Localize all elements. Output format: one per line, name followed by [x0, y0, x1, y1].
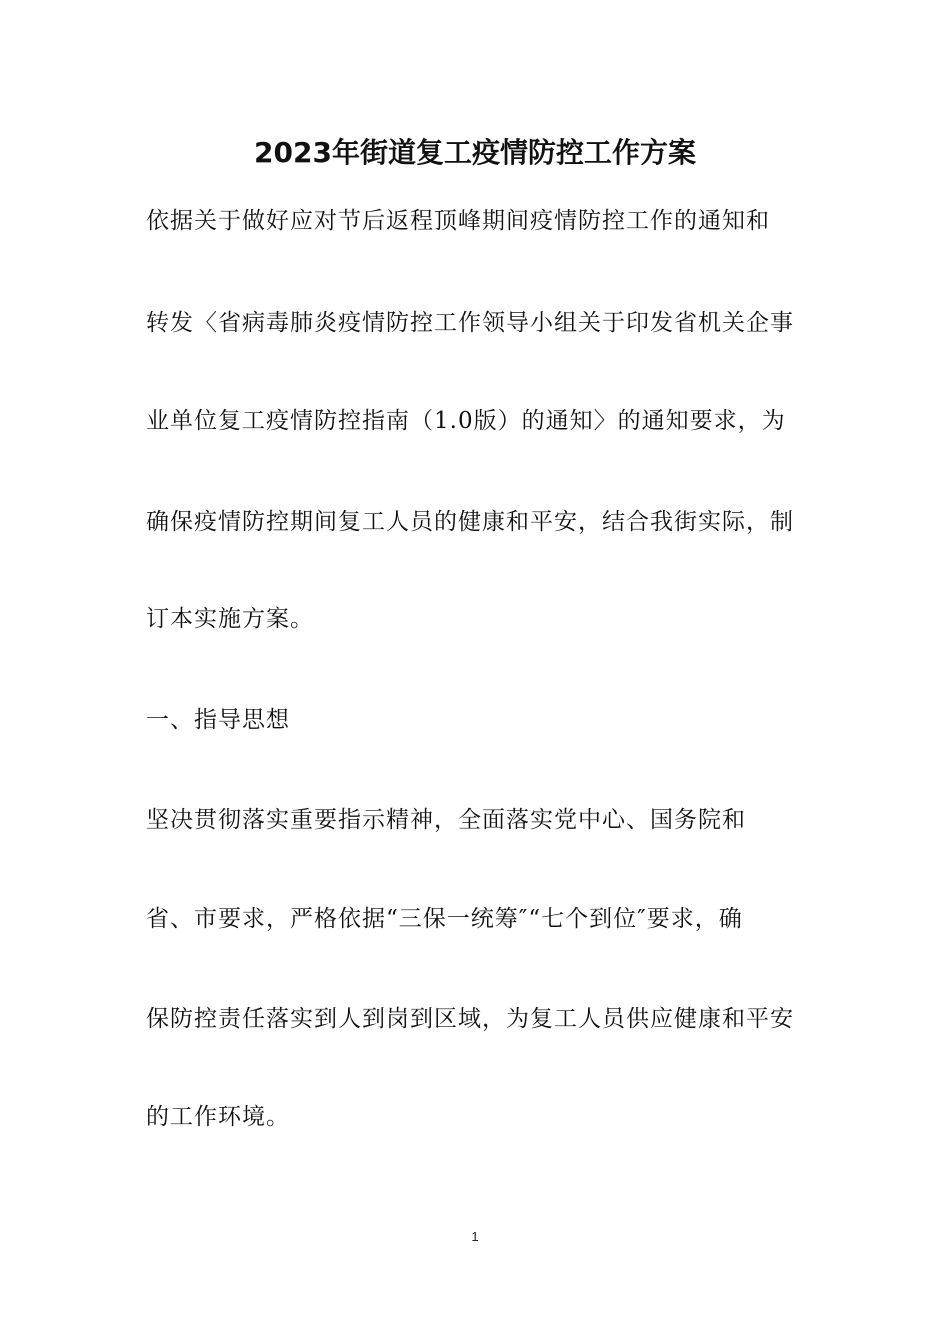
paragraph-2-line-3: 保防控责任落实到人到岗到区域，为复工人员供应健康和平安	[146, 1006, 794, 1032]
paragraph-1-line-2: 转发〈省病毒肺炎疫情防控工作领导小组关于印发省机关企事	[146, 310, 794, 336]
paragraph-1-line-5: 订本实施方案。	[146, 606, 314, 632]
document-title: 2023年街道复工疫情防控工作方案	[254, 136, 696, 169]
paragraph-1-line-3: 业单位复工疫情防控指南（1.0版）的通知〉的通知要求，为	[146, 408, 786, 434]
paragraph-2-line-2: 省、市要求，严格依据“三保一统筹″“七个到位″要求，确	[146, 906, 743, 932]
section-heading-guiding-ideology: 一、指导思想	[146, 707, 290, 733]
paragraph-1-line-1: 依据关于做好应对节后返程顶峰期间疫情防控工作的通知和	[146, 208, 770, 234]
paragraph-1-line-4: 确保疫情防控期间复工人员的健康和平安，结合我街实际，制	[146, 509, 794, 535]
paragraph-2-line-4: 的工作环境。	[146, 1104, 290, 1130]
page-number: 1	[471, 1229, 479, 1244]
paragraph-2-line-1: 坚决贯彻落实重要指示精神，全面落实党中心、国务院和	[146, 807, 746, 833]
